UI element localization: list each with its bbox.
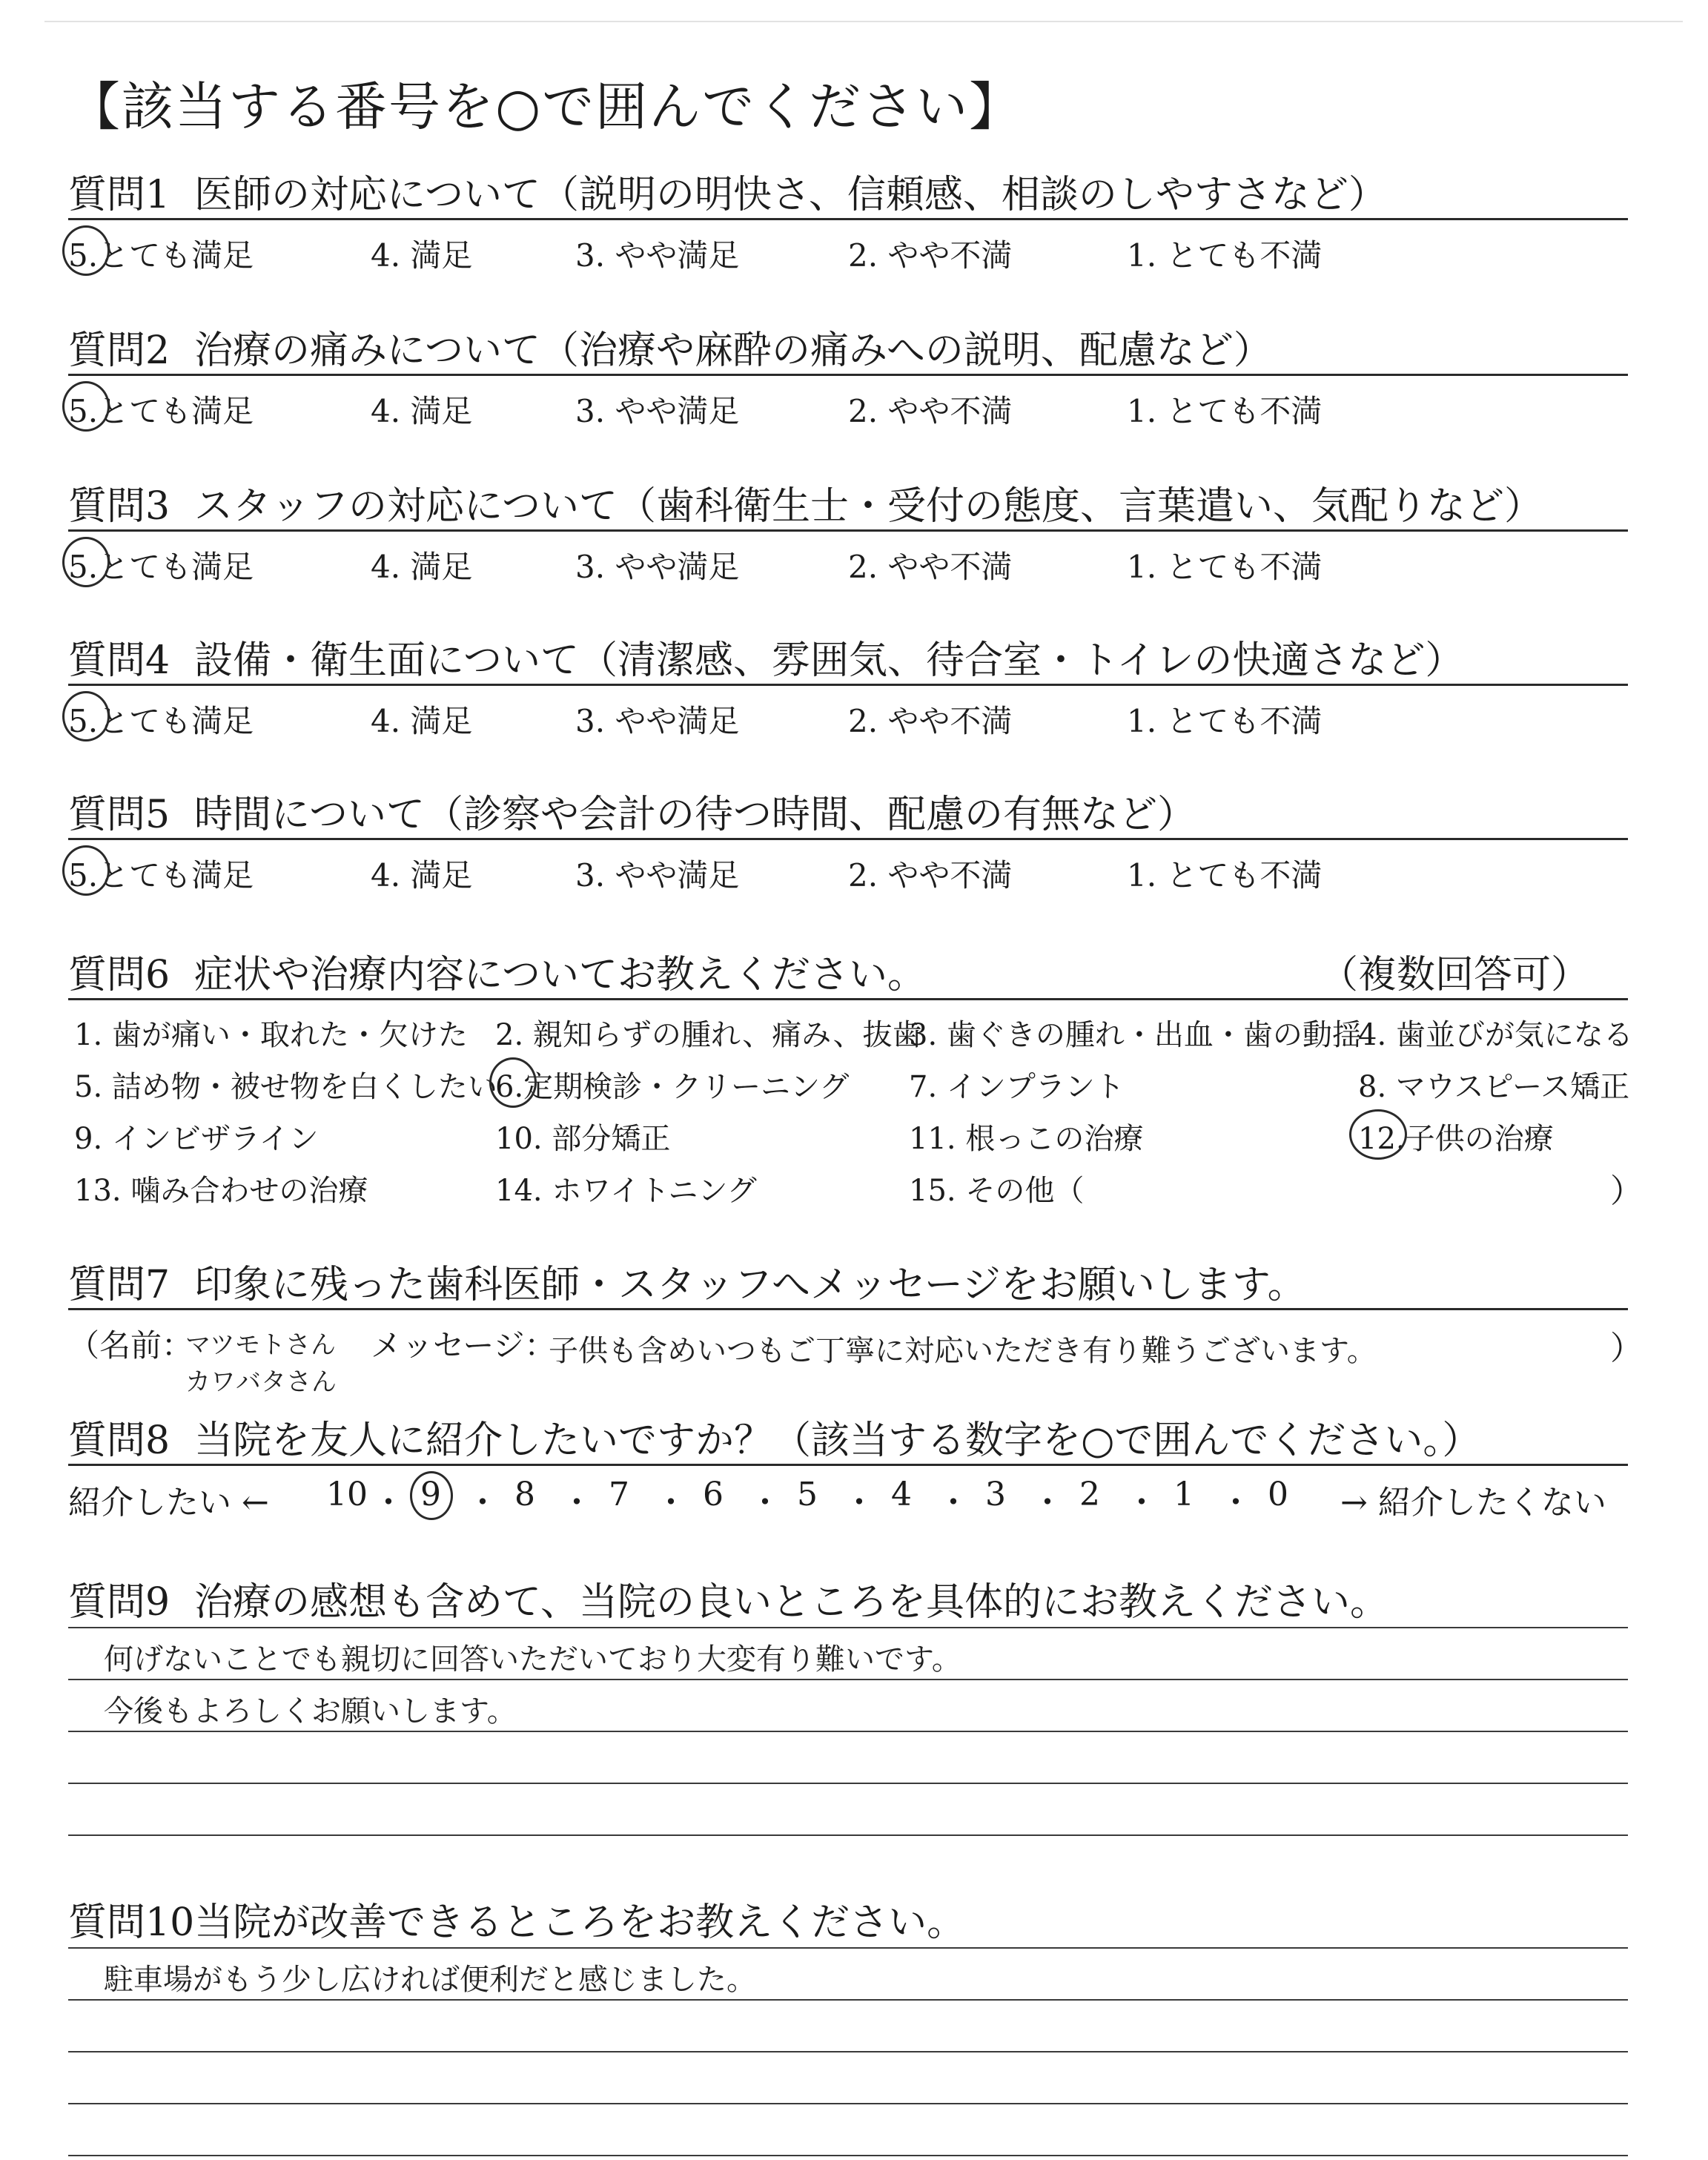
question-8-rule [68,1464,1628,1466]
recommend-score-2[interactable]: 2 [1079,1476,1100,1513]
q9-answer-line [68,1783,1628,1784]
q5-option-1[interactable]: 1. とても不満 [1127,857,1323,894]
scale-separator: ・ [372,1484,405,1522]
recommend-score-10[interactable]: 10 [326,1476,368,1513]
question-7-rule [68,1308,1628,1310]
q6-option-4[interactable]: 4. 歯並びが気になる [1358,1018,1633,1052]
question-9-title: 質問9 治療の感想も含めて、当院の良いところを具体的にお教えください。 [68,1580,1388,1625]
q9-answer-line [68,1679,1628,1680]
q3-option-5[interactable]: 5.とても満足 [68,543,254,587]
question-1-title: 質問1 医師の対応について（説明の明快さ、信頼感、相談のしやすさなど） [68,173,1387,217]
recommend-score-6[interactable]: 6 [703,1476,724,1513]
message-label: メッセージ： [371,1327,556,1364]
question-1-rule [68,218,1628,220]
q5-option-2[interactable]: 2. やや不満 [848,857,1013,894]
q9-answer-line [68,1731,1628,1732]
q9-answer-line [68,1834,1628,1836]
question-6-title: 質問6 症状や治療内容についてお教えください。 [68,953,926,997]
q10-answer-text[interactable]: 駐車場がもう少し広ければ便利だと感じました。 [104,1963,756,1997]
q1-option-2[interactable]: 2. やや不満 [848,237,1013,274]
q10-answer-line [68,2103,1628,2104]
recommend-score-4[interactable]: 4 [891,1476,912,1513]
scale-separator: ・ [560,1484,593,1522]
multiple-answer-note: （複数回答可） [1319,953,1589,997]
question-4-title: 質問4 設備・衛生面について（清潔感、雰囲気、待合室・トイレの快適さなど） [68,638,1464,683]
q5-option-3[interactable]: 3. やや満足 [575,857,740,894]
question-4-rule [68,684,1628,686]
q6-option-9[interactable]: 9. インビザライン [74,1122,319,1156]
q4-option-3[interactable]: 3. やや満足 [575,703,740,739]
question-5-rule [68,838,1628,840]
q6-option-2[interactable]: 2. 親知らずの腫れ、痛み、抜歯 [495,1018,922,1052]
q3-option-4[interactable]: 4. 満足 [371,549,473,585]
recommend-score-0[interactable]: 0 [1268,1476,1288,1513]
message-handwritten[interactable]: 子供も含めいつもご丁寧に対応いただき有り難うございます。 [549,1334,1377,1368]
q6-option-6[interactable]: 6.定期検診・クリーニング [495,1063,849,1106]
question-8-title: 質問8 当院を友人に紹介したいですか？（該当する数字を○で囲んでください。） [68,1418,1481,1463]
q3-option-3[interactable]: 3. やや満足 [575,549,740,585]
scale-separator: ・ [1125,1484,1158,1522]
q10-answer-line [68,2051,1628,2052]
page-title: 【該当する番号を○で囲んでください】 [68,76,1023,137]
recommend-score-7[interactable]: 7 [609,1476,629,1513]
scale-separator: ・ [937,1484,970,1522]
q10-answer-line [68,1999,1628,2001]
q4-option-5[interactable]: 5.とても満足 [68,697,254,742]
q5-option-4[interactable]: 4. 満足 [371,857,473,894]
q6-option-10[interactable]: 10. 部分矯正 [495,1122,671,1156]
q5-option-5[interactable]: 5.とても満足 [68,851,254,896]
recommend-left-label: 紹介したい ← [68,1484,269,1522]
q2-option-1[interactable]: 1. とても不満 [1127,393,1323,429]
message-close-paren: ） [1610,1330,1643,1367]
scale-separator: ・ [1219,1484,1252,1522]
question-3-rule [68,529,1628,532]
q6-option-12[interactable]: 12.子供の治療 [1358,1115,1554,1157]
name-handwritten-2[interactable]: カワバタさん [185,1367,337,1397]
recommend-score-3[interactable]: 3 [985,1476,1006,1513]
q1-option-5[interactable]: 5.とても満足 [68,231,254,276]
question-2-title: 質問2 治療の痛みについて（治療や麻酔の痛みへの説明、配慮など） [68,328,1272,373]
q9-answer-line [68,1627,1628,1628]
q6-option-14[interactable]: 14. ホワイトニング [495,1174,757,1208]
q3-option-1[interactable]: 1. とても不満 [1127,549,1323,585]
q9-answer-text[interactable]: 何げないことでも親切に回答いただいており大変有り難いです。 [104,1642,961,1677]
question-3-title: 質問3 スタッフの対応について（歯科衛生士・受付の態度、言葉遣い、気配りなど） [68,484,1543,529]
scale-separator: ・ [1031,1484,1064,1522]
recommend-score-8[interactable]: 8 [514,1476,535,1513]
recommend-right-label: → 紹介したくない [1340,1484,1606,1522]
scale-separator: ・ [655,1484,687,1522]
question-5-title: 質問5 時間について（診察や会計の待つ時間、配慮の有無など） [68,793,1196,837]
q4-option-4[interactable]: 4. 満足 [371,703,473,739]
q4-option-1[interactable]: 1. とても不満 [1127,703,1323,739]
q6-option-13[interactable]: 13. 噛み合わせの治療 [74,1174,368,1208]
q6-option-8[interactable]: 8. マウスピース矯正 [1358,1070,1630,1104]
question-2-rule [68,374,1628,376]
q10-answer-line [68,1947,1628,1949]
q2-option-5[interactable]: 5.とても満足 [68,387,254,432]
q1-option-3[interactable]: 3. やや満足 [575,237,740,274]
name-label: （名前： [68,1327,193,1364]
recommend-score-5[interactable]: 5 [797,1476,818,1513]
q6-option-7[interactable]: 7. インプラント [909,1070,1125,1104]
q1-option-1[interactable]: 1. とても不満 [1127,237,1323,274]
name-handwritten-1[interactable]: マツモトさん [185,1330,336,1360]
q6-option-5[interactable]: 5. 詰め物・被せ物を白くしたい [74,1070,497,1104]
q2-option-3[interactable]: 3. やや満足 [575,393,740,429]
question-7-title: 質問7 印象に残った歯科医師・スタッフへメッセージをお願いします。 [68,1263,1306,1307]
recommend-score-9[interactable]: 9 [420,1476,441,1513]
q4-option-2[interactable]: 2. やや不満 [848,703,1013,739]
q3-option-2[interactable]: 2. やや不満 [848,549,1013,585]
question-6-rule [68,998,1628,1000]
scale-separator: ・ [843,1484,875,1522]
recommend-score-1[interactable]: 1 [1174,1476,1194,1513]
q6-option-1[interactable]: 1. 歯が痛い・取れた・欠けた [74,1018,468,1052]
scale-separator: ・ [749,1484,781,1522]
q6-option-11[interactable]: 11. 根っこの治療 [909,1122,1144,1156]
q6-option-3[interactable]: 3. 歯ぐきの腫れ・出血・歯の動揺 [909,1018,1362,1052]
top-edge-line [44,21,1683,22]
q9-answer-text[interactable]: 今後もよろしくお願いします。 [104,1694,517,1728]
q6-option-15[interactable]: 15. その他（ [909,1174,1085,1208]
scale-separator: ・ [466,1484,499,1522]
other-close-paren: ） [1610,1172,1643,1210]
q1-option-4[interactable]: 4. 満足 [371,237,473,274]
q2-option-2[interactable]: 2. やや不満 [848,393,1013,429]
q10-answer-line [68,2155,1628,2156]
question-10-title: 質問10当院が改善できるところをお教えください。 [68,1900,966,1945]
q2-option-4[interactable]: 4. 満足 [371,393,473,429]
